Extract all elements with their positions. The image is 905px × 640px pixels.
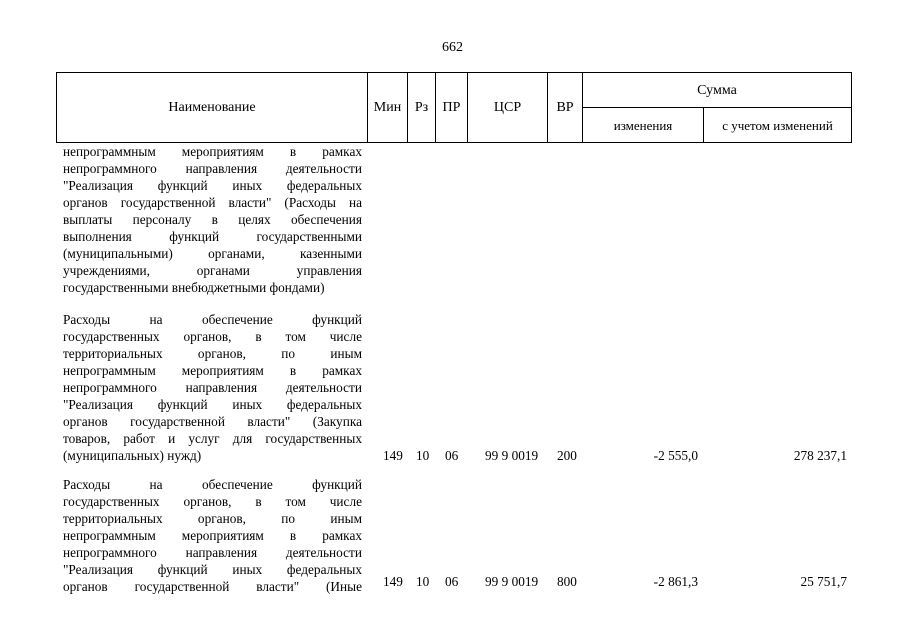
description-line: Расходы на обеспечение функций	[63, 477, 362, 492]
description-line: непрограммного направления деятельности	[63, 545, 362, 560]
header-csr: ЦСР	[467, 72, 548, 143]
description-line: (муниципальных) нужд)	[63, 448, 202, 463]
header-vr: ВР	[547, 72, 583, 143]
header-name: Наименование	[56, 72, 368, 143]
cell-with-change: 278 237,1	[793, 448, 847, 463]
description-line: товаров, работ и услуг для государственных	[63, 431, 362, 446]
description-line: непрограммным мероприятиям в рамках	[63, 528, 362, 543]
page-number: 662	[442, 40, 463, 55]
description-line: (муниципальными) органами, казенными	[63, 246, 362, 261]
description-line: выплаты персоналу в целях обеспечения	[63, 212, 362, 227]
cell-rz: 10	[416, 448, 430, 463]
cell-vr: 200	[557, 448, 577, 463]
cell-csr: 99 9 0019	[485, 574, 539, 589]
header-rz: Рз	[407, 72, 436, 143]
cell-change: -2 861,3	[653, 574, 698, 589]
description-line: государственных органов, в том числе	[63, 329, 362, 344]
description-line: территориальных органов, по иным	[63, 346, 362, 361]
header-min: Мин	[367, 72, 408, 143]
cell-vr: 800	[557, 574, 577, 589]
description-line: непрограммным мероприятиям в рамках	[63, 144, 362, 159]
cell-with-change: 25 751,7	[800, 574, 847, 589]
cell-rz: 10	[416, 574, 430, 589]
description-line: "Реализация функций иных федеральных	[63, 178, 362, 193]
description-line: выполнения функций государственными	[63, 229, 362, 244]
description-line: органов государственной власти" (Закупка	[63, 414, 362, 429]
description-line: территориальных органов, по иным	[63, 511, 362, 526]
cell-csr: 99 9 0019	[485, 448, 539, 463]
cell-pr: 06	[445, 574, 459, 589]
description-line: учреждениями, органами управления	[63, 263, 362, 278]
description-line: Расходы на обеспечение функций	[63, 312, 362, 327]
description-line: государственными внебюджетными фондами)	[63, 280, 325, 295]
description-line: органов государственной власти" (Расходы на	[63, 195, 362, 210]
row-description	[63, 311, 362, 464]
cell-min: 149	[383, 448, 403, 463]
description-line: "Реализация функций иных федеральных	[63, 397, 362, 412]
description-line: органов государственной власти" (Иные	[63, 579, 362, 594]
header-sum: Сумма	[582, 72, 852, 108]
cell-change: -2 555,0	[653, 448, 698, 463]
description-line: непрограммного направления деятельности	[63, 380, 362, 395]
row-description	[63, 143, 362, 296]
description-line: государственных органов, в том числе	[63, 494, 362, 509]
cell-pr: 06	[445, 448, 459, 463]
header-with-change: с учетом изменений	[703, 107, 852, 143]
row-description	[63, 476, 362, 595]
description-line: непрограммного направления деятельности	[63, 161, 362, 176]
header-change: изменения	[582, 107, 704, 143]
cell-min: 149	[383, 574, 403, 589]
header-pr: ПР	[435, 72, 468, 143]
description-line: непрограммным мероприятиям в рамках	[63, 363, 362, 378]
description-line: "Реализация функций иных федеральных	[63, 562, 362, 577]
